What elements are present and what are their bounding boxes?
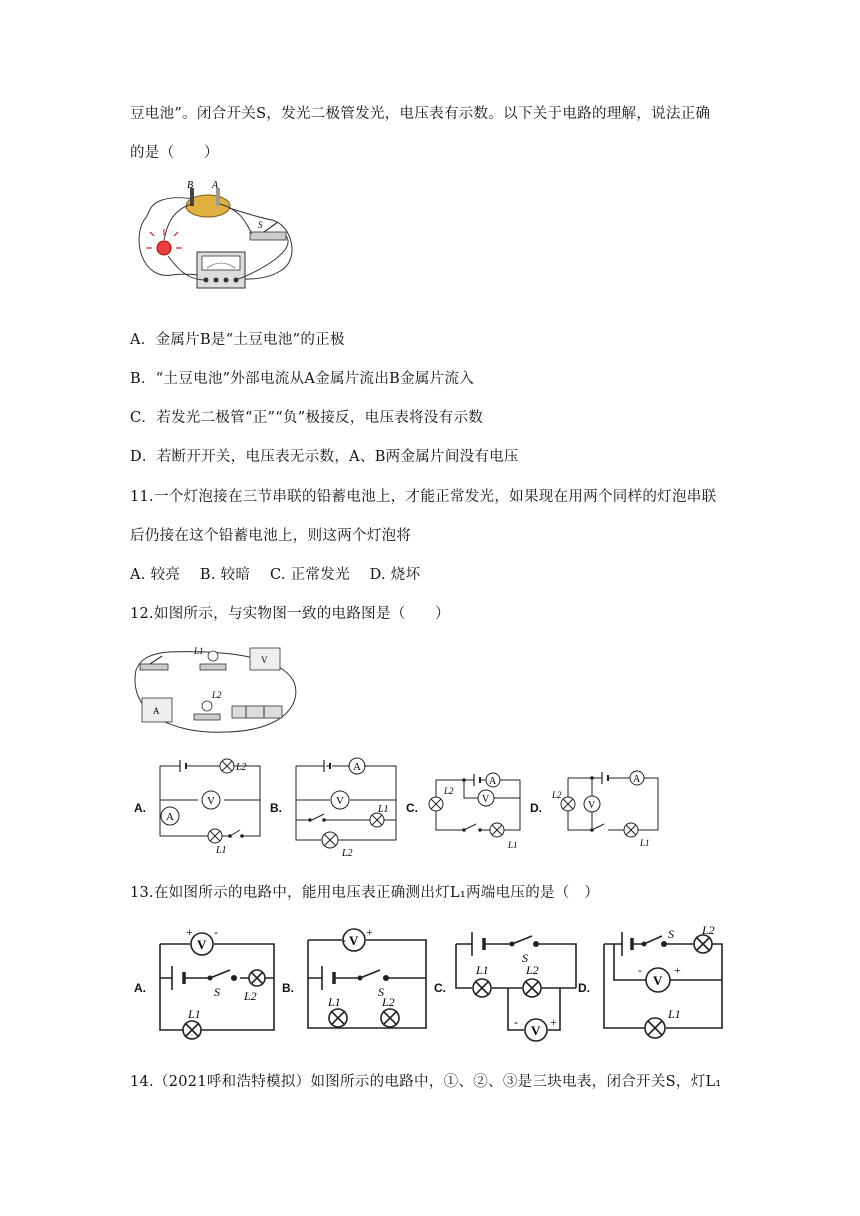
q12b-v: V <box>336 795 344 807</box>
q12-label-d: D. <box>530 801 542 815</box>
q12a-l1: L1 <box>216 845 227 856</box>
q12a-l2: L2 <box>236 762 247 773</box>
q12b-l1: L1 <box>378 804 389 815</box>
label-b: B <box>187 180 194 191</box>
q12-stem: 12.如图所示，与实物图一致的电路图是（ ） <box>130 606 450 622</box>
q13-label-a: A. <box>134 981 146 995</box>
q11-stem-line-1: 11.一个灯泡接在三节串联的铅蓄电池上，才能正常发光，如果现在用两个同样的灯泡串联 <box>130 489 717 505</box>
q12-circuit-d <box>548 768 664 850</box>
q12d-l2: L2 <box>552 790 562 800</box>
q12c-a: A <box>489 776 497 787</box>
q12d-a: A <box>633 774 641 785</box>
q12b-a: A <box>353 761 361 773</box>
q10-option-b: B．“土豆电池”外部电流从A金属片流出B金属片流入 <box>130 371 475 387</box>
q12a-v: V <box>207 795 215 807</box>
q13b-l2: L2 <box>382 995 395 1009</box>
q13a-plus: + <box>186 925 193 939</box>
q10-option-d: D．若断开开关，电压表无示数，A、B两金属片间没有电压 <box>130 449 519 465</box>
q13d-minus: - <box>638 963 642 977</box>
q13-circuit-a <box>152 926 280 1038</box>
q13a-l2: L2 <box>244 989 257 1003</box>
q10-stem-line-2: 的是（ ） <box>130 145 219 161</box>
potato-battery-figure <box>132 180 300 298</box>
q10-option-c: C．若发光二极管“正”“负”极接反，电压表将没有示数 <box>130 410 484 426</box>
fig12-meter-bottom: A <box>153 706 160 716</box>
q13d-v: V <box>653 973 663 988</box>
q13-label-d: D. <box>578 981 590 995</box>
q11-stem-line-2: 后仍接在这个铅蓄电池上，则这两个灯泡将 <box>130 528 412 544</box>
q13-circuit-c <box>448 926 582 1046</box>
q13d-plus: + <box>674 963 681 977</box>
q13b-l1: L1 <box>328 995 341 1009</box>
q13a-minus: - <box>214 925 218 939</box>
q13c-v: V <box>531 1023 541 1038</box>
q10-option-a: A．金属片B是“土豆电池”的正极 <box>130 332 345 348</box>
q12-circuit-b <box>290 756 402 859</box>
q13c-plus: + <box>550 1015 557 1029</box>
q12d-l1: L1 <box>640 838 650 848</box>
label-a: A <box>212 180 219 191</box>
q12-label-a: A. <box>134 801 146 815</box>
q10-stem-line-1: 豆电池”。闭合开关S，发光二极管发光，电压表有示数。以下关于电路的理解，说法正确 <box>130 106 711 122</box>
q12-physical-circuit <box>128 640 300 736</box>
q11-options: A. 较亮 B. 较暗 C. 正常发光 D. 烧坏 <box>130 567 421 583</box>
q12b-l2: L2 <box>342 848 353 859</box>
fig12-l1: L1 <box>194 646 204 656</box>
q13b-v: V <box>349 933 359 948</box>
q13c-s: S <box>522 951 528 965</box>
q12-label-b: B. <box>270 801 282 815</box>
q13a-s: S <box>214 985 220 999</box>
q13-circuit-d <box>596 922 728 1042</box>
fig12-l2: L2 <box>212 690 222 700</box>
q13-stem: 13.在如图所示的电路中，能用电压表正确测出灯L₁两端电压的是（ ） <box>130 885 600 901</box>
q13d-l2: L2 <box>702 923 715 937</box>
q12a-a: A <box>166 811 174 823</box>
q13b-minus: - <box>342 933 346 947</box>
q13d-s: S <box>668 927 674 941</box>
q13-label-c: C. <box>434 981 446 995</box>
q12-circuit-c <box>424 764 528 852</box>
q13c-l2: L2 <box>526 963 539 977</box>
q12-label-c: C. <box>406 801 418 815</box>
q14-stem: 14.（2021呼和浩特模拟）如图所示的电路中，①、②、③是三块电表，闭合开关S，灯L₁ <box>130 1074 722 1090</box>
q13a-l1: L1 <box>188 1007 201 1021</box>
q13c-l1: L1 <box>476 963 489 977</box>
q13b-s: S <box>378 985 384 999</box>
q13-label-b: B. <box>282 981 294 995</box>
q12c-v: V <box>482 794 490 805</box>
label-s: S <box>258 220 263 230</box>
q13a-v: V <box>197 937 207 952</box>
q13b-plus: + <box>366 925 373 939</box>
fig12-meter-v-top: V <box>261 655 268 665</box>
q12d-v: V <box>588 800 596 811</box>
q12-circuit-a <box>150 756 266 856</box>
q13c-minus: - <box>514 1015 518 1029</box>
q12c-l2: L2 <box>444 786 454 796</box>
q12c-l1: L1 <box>508 840 518 850</box>
q13d-l1: L1 <box>668 1007 681 1021</box>
q13-circuit-b <box>298 922 432 1034</box>
